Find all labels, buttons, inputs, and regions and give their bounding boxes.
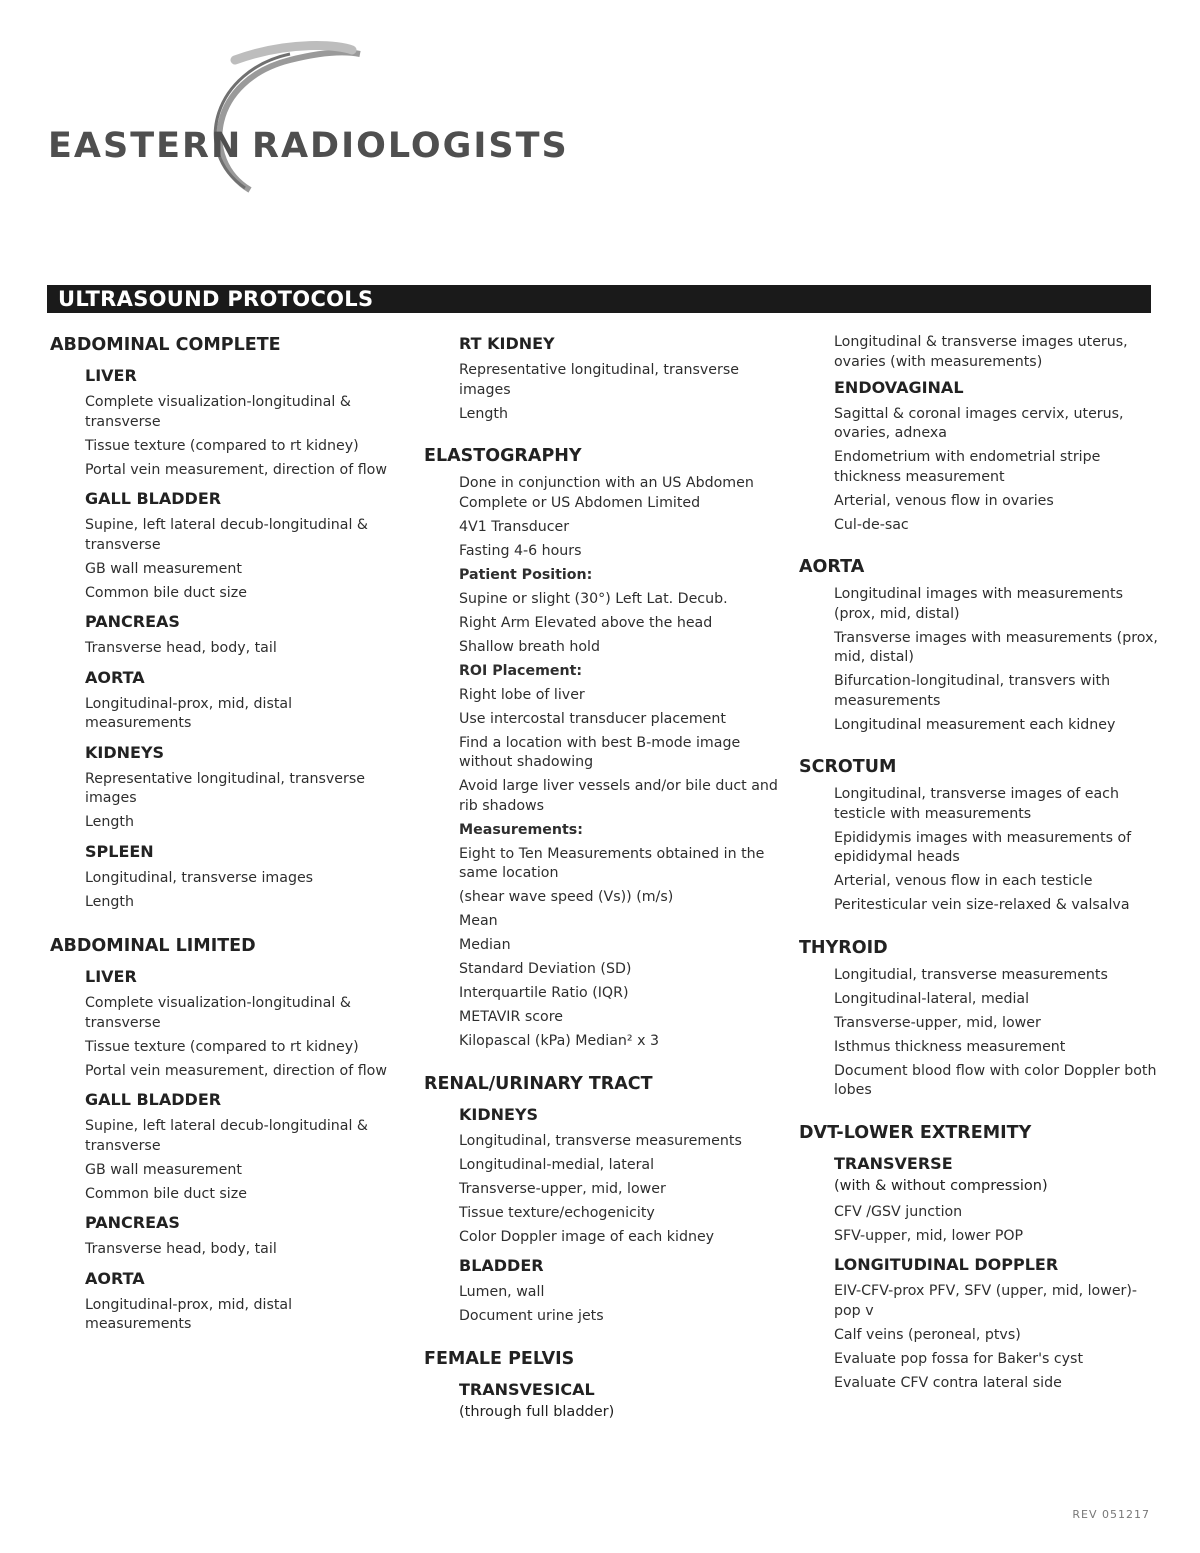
- list-item: Find a location with best B-mode image without shadowing: [459, 734, 741, 770]
- list-item-heading: ROI Placement:: [459, 662, 583, 679]
- list-item: CFV /GSV junction: [834, 1203, 963, 1220]
- list-item: SFV-upper, mid, lower POP: [834, 1227, 1024, 1244]
- list-item: Shallow breath hold: [459, 638, 601, 655]
- list-item: Tissue texture (compared to rt kidney): [85, 437, 359, 454]
- subsection-title: GALL BLADDER: [85, 489, 222, 508]
- list-item: Epididymis images with measurements of epididymal heads: [834, 829, 1132, 865]
- subsection-title: AORTA: [85, 667, 145, 687]
- section-title: ELASTOGRAPHY: [424, 446, 582, 466]
- page-title-banner: ULTRASOUND PROTOCOLS: [47, 285, 1151, 313]
- list-item: Evaluate CFV contra lateral side: [834, 1374, 1062, 1391]
- subsection-title-text: TRANSVESICAL: [459, 1379, 595, 1399]
- list-item: Peritesticular vein size-relaxed & valsalva: [834, 897, 1130, 913]
- section-title: ABDOMINAL COMPLETE: [50, 335, 281, 355]
- list-item: Avoid large liver vessels and/or bile duct and rib shadows: [459, 778, 778, 814]
- list-item: Common bile duct size: [85, 584, 247, 601]
- list-item: Use intercostal transducer placement: [459, 710, 726, 727]
- list-item: Longitudinal, transverse images: [85, 869, 314, 886]
- subsection-title: LONGITUDINAL DOPPLER: [834, 1255, 1059, 1274]
- list-item: Endometrium with endometrial stripe thickness measurement: [834, 449, 1101, 485]
- list-item: Right lobe of liver: [459, 686, 585, 703]
- subsection-title: ENDOVAGINAL: [834, 377, 964, 397]
- section-title: AORTA: [799, 557, 865, 577]
- list-item: Calf veins (peroneal, ptvs): [834, 1326, 1021, 1343]
- list-item: Supine, left lateral decub-longitudinal & transverse: [85, 1118, 368, 1154]
- list-item: Evaluate pop fossa for Baker's cyst: [834, 1350, 1084, 1367]
- list-item: Color Doppler image of each kidney: [459, 1228, 715, 1245]
- subsection-title: KIDNEYS: [85, 742, 165, 762]
- list-item: Arterial, venous flow in each testicle: [834, 873, 1093, 889]
- list-item: Longitudinal & transverse images uterus, ovaries (with measurements): [834, 334, 1128, 370]
- section-title: FEMALE PELVIS: [424, 1348, 575, 1369]
- list-item: Longitudinal, transverse images of each testicle with measurements: [834, 786, 1119, 822]
- list-item: Kilopascal (kPa) Median² x 3: [459, 1033, 660, 1049]
- list-item: Transverse head, body, tail: [85, 1241, 277, 1257]
- logo-text-eastern: EASTERN: [48, 126, 243, 166]
- list-item: METAVIR score: [459, 1009, 563, 1025]
- list-item: GB wall measurement: [85, 1161, 242, 1178]
- list-item: 4V1 Transducer: [459, 518, 570, 535]
- revision-label: REV 051217: [1072, 1508, 1150, 1521]
- list-item: GB wall measurement: [85, 560, 242, 577]
- list-item: Fasting 4-6 hours: [459, 542, 582, 559]
- subsection-title: RT KIDNEY: [459, 334, 555, 353]
- list-item: Complete visualization-longitudinal & transverse: [85, 995, 351, 1031]
- subsection-note: (with & without compression): [834, 1177, 1048, 1194]
- subsection-title: LIVER: [85, 366, 137, 385]
- list-item: Mean: [459, 913, 498, 929]
- subsection-title: SPLEEN: [85, 841, 154, 861]
- list-item-heading: Measurements:: [459, 821, 583, 838]
- list-item: Document urine jets: [459, 1308, 604, 1324]
- list-item: Representative longitudinal, transverse images: [459, 362, 739, 398]
- list-item: Done in conjunction with an US Abdomen Complete or US Abdomen Limited: [459, 475, 754, 511]
- list-item: Complete visualization-longitudinal & transverse: [85, 394, 351, 430]
- list-item: Length: [459, 405, 508, 422]
- list-item: Eight to Ten Measurements obtained in the same location: [459, 845, 765, 881]
- list-item: Longitudinal-prox, mid, distal measurements: [85, 695, 293, 731]
- list-item: Longitudinal images with measurements (prox, mid, distal): [834, 586, 1123, 622]
- list-item: Supine, left lateral decub-longitudinal & transverse: [85, 517, 368, 553]
- subsection-note: (through full bladder): [459, 1403, 615, 1420]
- list-item: Longitudinal-lateral, medial: [834, 990, 1030, 1007]
- list-item: Transverse images with measurements (prox, mid, distal): [834, 629, 1158, 665]
- subsection-title-text: TRANSVERSE: [834, 1153, 953, 1173]
- section-title: RENAL/URINARY TRACT: [424, 1073, 653, 1094]
- list-item: Tissue texture (compared to rt kidney): [85, 1038, 359, 1055]
- list-item: Isthmus thickness measurement: [834, 1038, 1066, 1055]
- list-item: Portal vein measurement, direction of flow: [85, 1062, 387, 1079]
- list-item: Standard Deviation (SD): [459, 961, 632, 977]
- eastern-radiologists-logo: [40, 40, 569, 200]
- list-item: Transverse-upper, mid, lower: [459, 1180, 666, 1197]
- list-item: Right Arm Elevated above the head: [459, 614, 713, 631]
- section-title: SCROTUM: [799, 757, 897, 777]
- list-item: Transverse-upper, mid, lower: [834, 1014, 1041, 1031]
- list-item: Longitudinal, transverse measurements: [459, 1132, 742, 1149]
- list-item: Portal vein measurement, direction of flow: [85, 461, 387, 478]
- list-item: Cul-de-sac: [834, 516, 909, 533]
- logo-text-radiologists: RADIOLOGISTS: [252, 126, 569, 166]
- column-2: [424, 333, 786, 1429]
- list-item: EIV-CFV-prox PFV, SFV (upper, mid, lower)-pop v: [834, 1283, 1138, 1319]
- subsection-title: [459, 1379, 786, 1423]
- column-3: [799, 333, 1159, 1398]
- list-item: Longitudinal measurement each kidney: [834, 716, 1116, 733]
- list-item: Transverse head, body, tail: [85, 640, 277, 656]
- section-title: ABDOMINAL LIMITED: [50, 936, 256, 956]
- list-item: Common bile duct size: [85, 1185, 247, 1202]
- section-title: DVT-LOWER EXTREMITY: [799, 1122, 1032, 1143]
- list-item: Longitudinal-medial, lateral: [459, 1156, 655, 1173]
- list-item: Sagittal & coronal images cervix, uterus, ovaries, adnexa: [834, 405, 1124, 441]
- list-item: Longitudinal-prox, mid, distal measurements: [85, 1296, 293, 1332]
- section-title: THYROID: [799, 937, 888, 958]
- column-1: [50, 333, 402, 1339]
- list-item: Representative longitudinal, transverse images: [85, 770, 365, 806]
- list-item: Bifurcation-longitudinal, transvers with measurements: [834, 673, 1111, 709]
- logo-swoosh-icon: [40, 40, 560, 200]
- subsection-title: BLADDER: [459, 1256, 544, 1275]
- list-item: Median: [459, 937, 511, 953]
- list-item-heading: Patient Position:: [459, 566, 593, 583]
- subsection-title: GALL BLADDER: [85, 1090, 222, 1109]
- subsection-title: [834, 1153, 1159, 1197]
- list-item: Length: [85, 893, 134, 910]
- subsection-title: PANCREAS: [85, 1213, 180, 1232]
- list-item: Document blood flow with color Doppler both lobes: [834, 1062, 1157, 1098]
- list-item: (shear wave speed (Vs)) (m/s): [459, 889, 674, 905]
- list-item: Longitudial, transverse measurements: [834, 966, 1108, 983]
- list-item: Interquartile Ratio (IQR): [459, 985, 629, 1001]
- list-item: Arterial, venous flow in ovaries: [834, 492, 1054, 509]
- list-item: Length: [85, 814, 134, 830]
- list-item: Supine or slight (30°) Left Lat. Decub.: [459, 590, 728, 607]
- subsection-title: LIVER: [85, 967, 137, 986]
- list-item: Tissue texture/echogenicity: [459, 1204, 655, 1221]
- subsection-title: AORTA: [85, 1268, 145, 1288]
- subsection-title: PANCREAS: [85, 612, 180, 631]
- list-item: Lumen, wall: [459, 1284, 545, 1300]
- subsection-title: KIDNEYS: [459, 1104, 539, 1124]
